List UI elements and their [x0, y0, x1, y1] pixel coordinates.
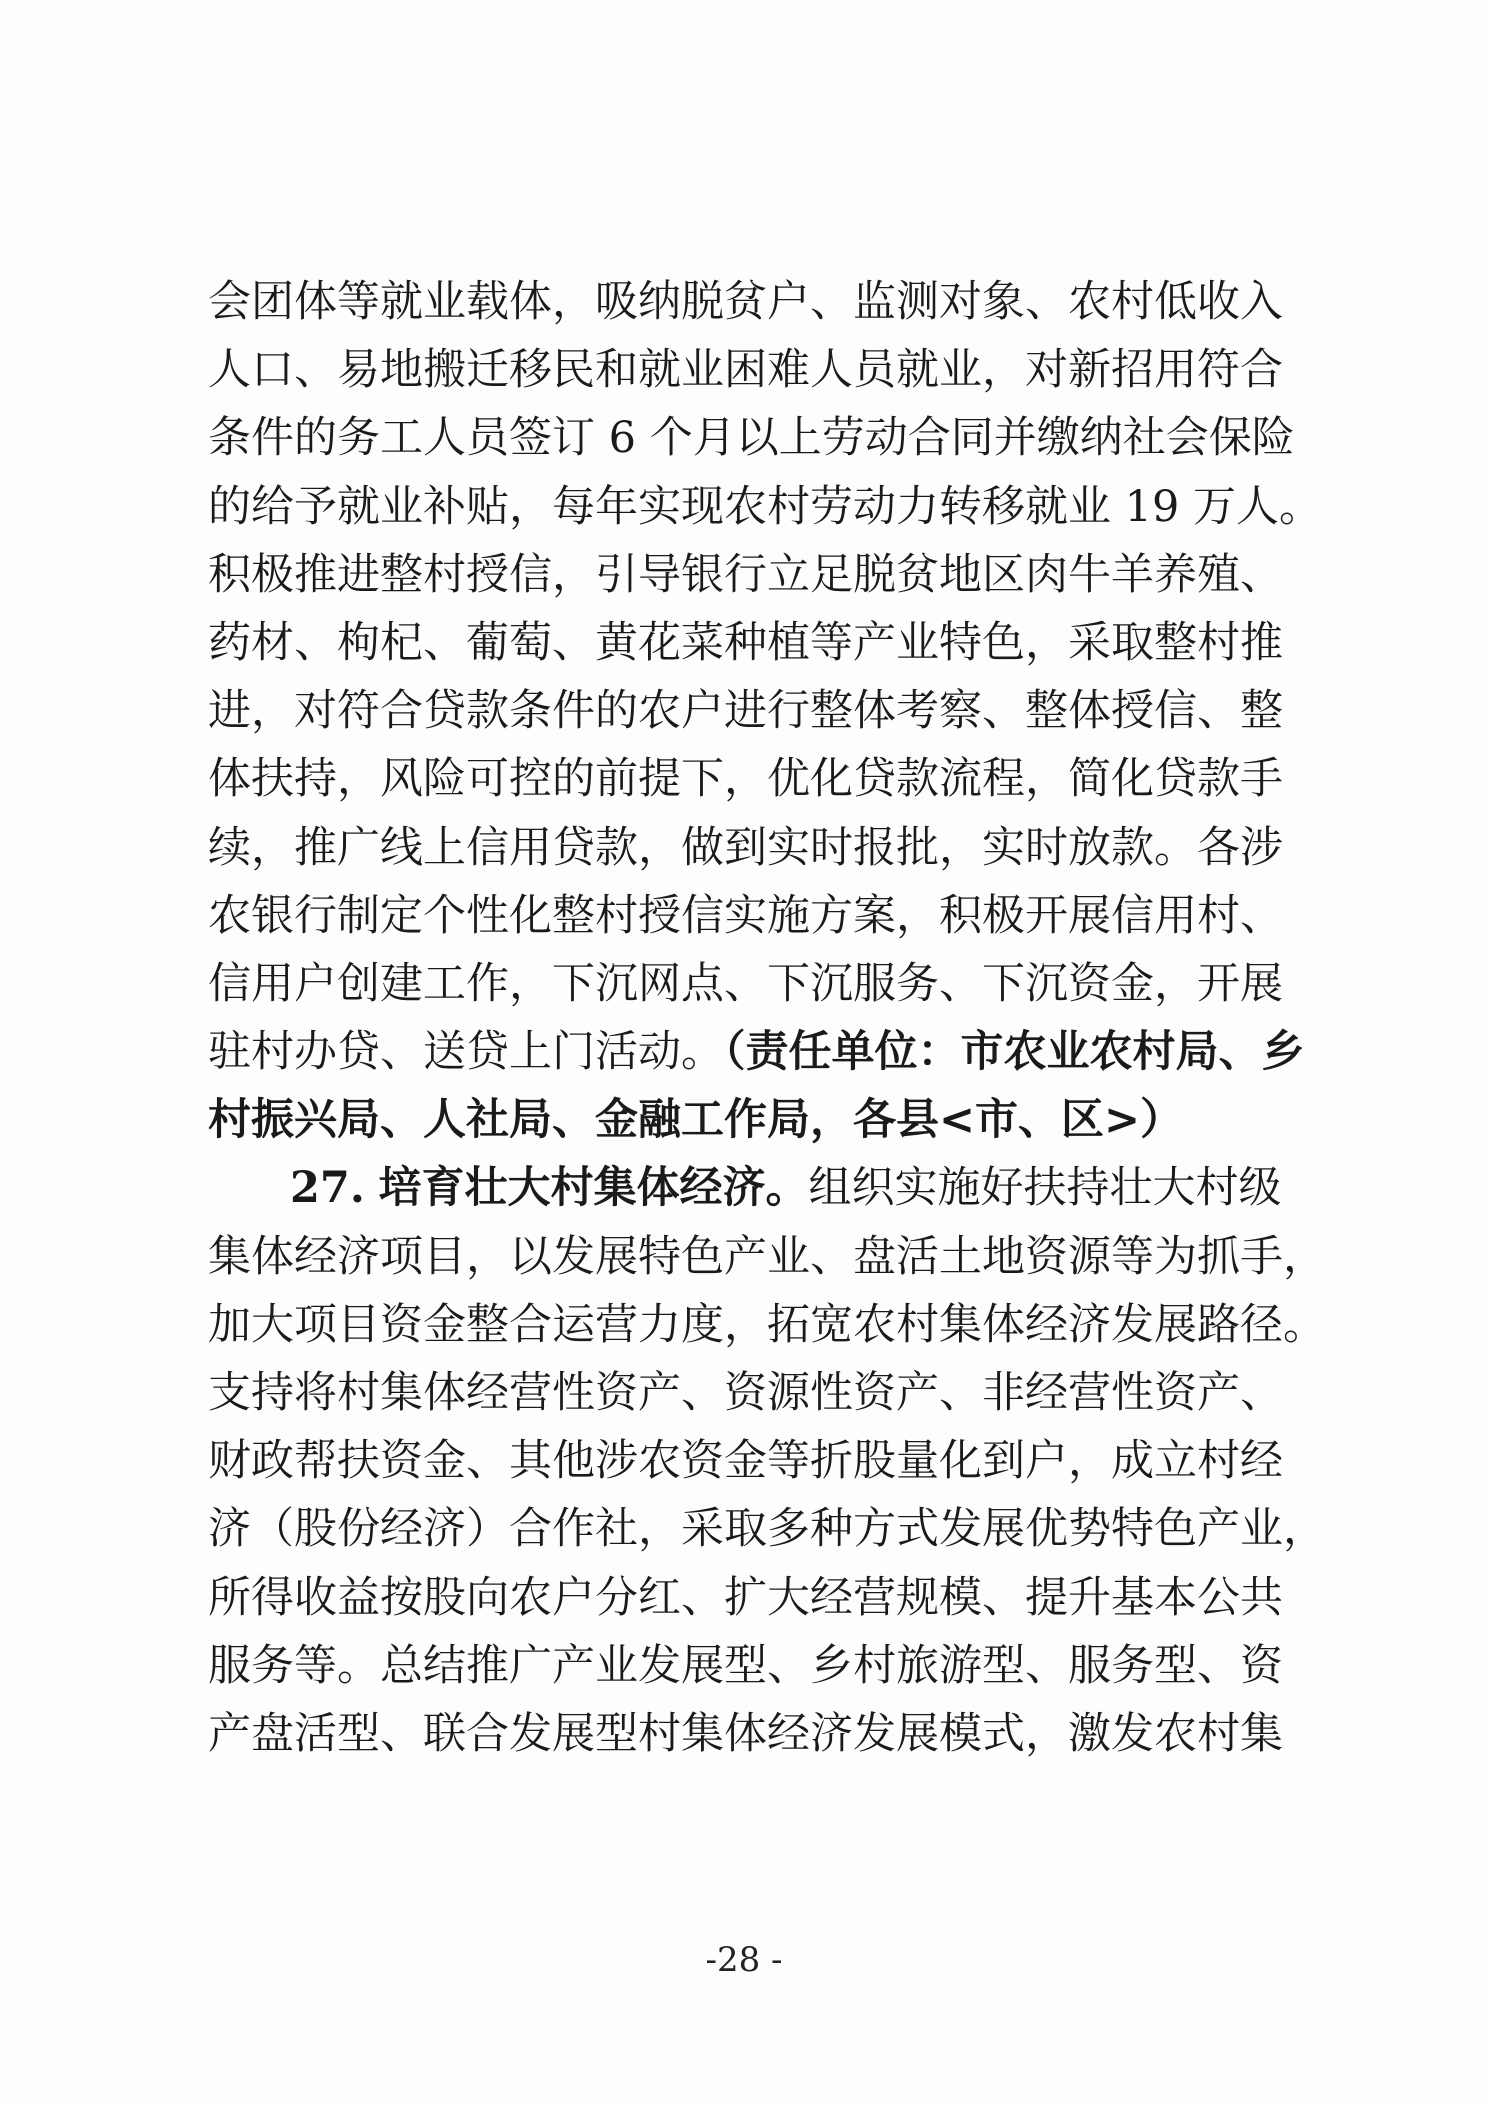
text-line: 续，推广线上信用贷款，做到实时报批，实时放款。各涉 — [208, 822, 1283, 873]
text-segment: 驻村办贷、送贷上门活动。 — [208, 1027, 724, 1078]
item-heading: 培育壮大村集体经济。 — [378, 1163, 809, 1214]
page-number: -28 - — [705, 1940, 783, 1980]
text-line — [208, 1086, 1280, 1154]
text-line: 产盘活型、联合发展型村集体经济发展模式，激发农村集 — [208, 1708, 1283, 1759]
text-line: 积极推进整村授信，引导银行立足脱贫地区肉牛羊养殖、 — [208, 549, 1283, 600]
text-line: 农银行制定个性化整村授信实施方案，积极开展信用村、 — [208, 890, 1283, 941]
responsibility-note: 村振兴局、人社局、金融工作局，各县<市、区>） — [208, 1095, 1184, 1146]
text-line: 济（股份经济）合作社，采取多种方式发展优势特色产业， — [208, 1504, 1326, 1555]
text-line: 进，对符合贷款条件的农户进行整体考察、整体授信、整 — [208, 686, 1283, 737]
responsibility-note: （责任单位：市农业农村局、乡 — [724, 1027, 1305, 1078]
text-line: 体扶持，风险可控的前提下，优化贷款流程，简化贷款手 — [208, 754, 1283, 805]
body-text — [208, 268, 1326, 1768]
text-line: 加大项目资金整合运营力度，拓宽农村集体经济发展路径。 — [208, 1299, 1326, 1350]
item-heading-line — [208, 1154, 1280, 1222]
text-line — [208, 1018, 1305, 1086]
text-line: 支持将村集体经营性资产、资源性资产、非经营性资产、 — [208, 1368, 1283, 1418]
text-line: 集体经济项目，以发展特色产业、盘活土地资源等为抓手， — [208, 1231, 1326, 1282]
text-line: 条件的务工人员签订 6 个月以上劳动合同并缴纳社会保险 — [208, 413, 1295, 464]
text-line: 药材、枸杞、葡萄、黄花菜种植等产业特色，采取整村推 — [208, 617, 1283, 668]
text-line: 会团体等就业载体，吸纳脱贫户、监测对象、农村低收入 — [208, 277, 1283, 327]
text-line: 信用户创建工作，下沉网点、下沉服务、下沉资金，开展 — [208, 958, 1283, 1009]
text-line: 的给予就业补贴，每年实现农村劳动力转移就业 19 万人。 — [208, 481, 1323, 532]
text-line: 人口、易地搬迁移民和就业困难人员就业，对新招用符合 — [208, 345, 1283, 396]
item-number: 27. — [290, 1163, 365, 1214]
text-line: 服务等。总结推广产业发展型、乡村旅游型、服务型、资 — [208, 1640, 1283, 1691]
text-line: 所得收益按股向农户分红、扩大经营规模、提升基本公共 — [208, 1572, 1283, 1623]
text-line: 财政帮扶资金、其他涉农资金等折股量化到户，成立村经 — [208, 1436, 1283, 1487]
text-segment: 组织实施好扶持壮大村级 — [808, 1163, 1282, 1214]
